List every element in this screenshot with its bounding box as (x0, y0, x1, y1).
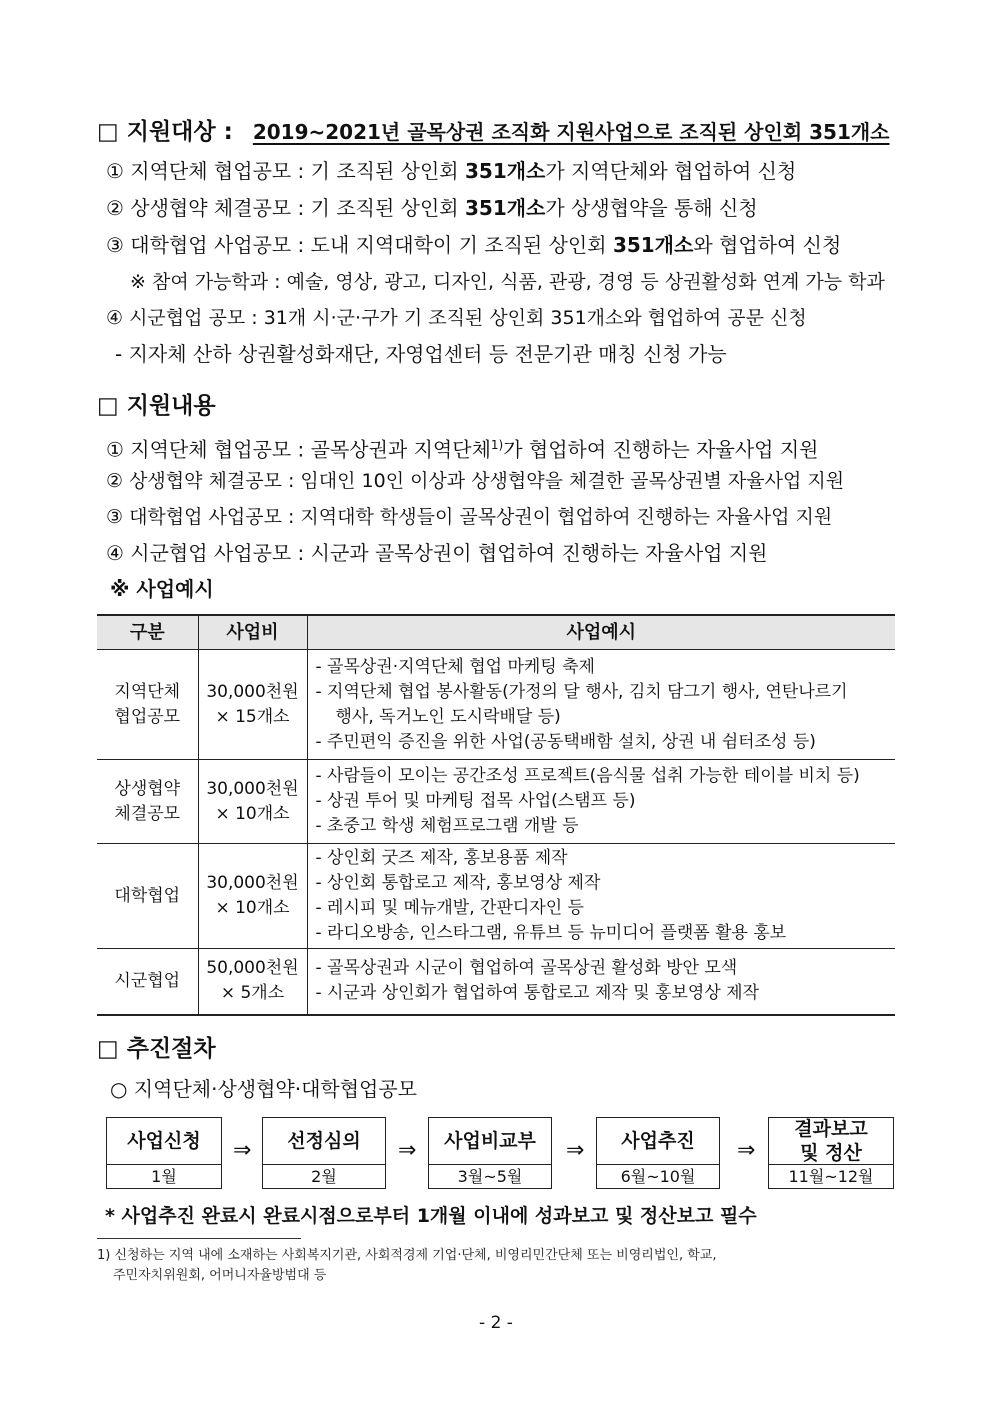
step-box-application: 사업신청 1월 (106, 1117, 222, 1189)
target-item-3: ③ 대학협업 사업공모 : 도내 지역대학이 기 조직된 상인회 351개소와 협업하여 신청 (106, 233, 842, 257)
row-cost: 30,000천원 × 15개소 (198, 650, 307, 760)
content-item-3: ③ 대학협업 사업공모 : 지역대학 학생들이 골목상권이 협업하여 진행하는 자율사업 지원 (106, 506, 833, 528)
table-row (97, 650, 895, 760)
table-row (97, 949, 895, 1015)
table-header-row (97, 615, 895, 650)
header-examples: 사업예시 (307, 615, 895, 650)
step-arrow: ⇒ (398, 1138, 417, 1163)
footnote-line-1: 1) 신청하는 지역 내에 소재하는 사회복지기관, 사회적경제 기업·단체, 비영리민간단체 또는 비영리법인, 학교, (97, 1248, 717, 1263)
target-dash-note: - 지자체 산하 상권활성화재단, 자영업센터 등 전문기관 매칭 신청 가능 (115, 342, 727, 366)
footnote-divider (97, 1238, 301, 1239)
target-item-1: ① 지역단체 협업공모 : 기 조직된 상인회 351개소가 지역단체와 협업하여 신청 (106, 159, 797, 183)
header-cost: 사업비 (198, 615, 307, 650)
footnote-line-2: 주민자치위원회, 어머니자율방범대 등 (113, 1268, 327, 1283)
support-target-summary: 2019~2021년 골목상권 조직화 지원사업으로 조직된 상인회 351개소 (252, 120, 890, 144)
section-support-content: □ 지원내용 (97, 393, 216, 419)
section-support-target (97, 117, 890, 147)
section-procedure: □ 추진절차 (97, 1036, 216, 1062)
content-item-1: ① 지역단체 협업공모 : 골목상권과 지역단체$^{1)}$가 협업하여 진행하는 자율사업 지원 (106, 437, 819, 462)
row-category: 지역단체 협업공모 (97, 650, 198, 760)
content-item-4: ④ 시군협업 사업공모 : 시군과 골목상권이 협업하여 진행하는 자율사업 지원 (106, 541, 768, 565)
procedure-notice: * 사업추진 완료시 완료시점으로부터 1개월 이내에 성과보고 및 정산보고 필수 (105, 1205, 757, 1227)
step-box-review: 선정심의 2월 (262, 1117, 386, 1189)
example-table (97, 614, 895, 1016)
step-box-execution: 사업추진 6월~10월 (596, 1117, 720, 1189)
row-category: 대학협업 (97, 844, 198, 949)
row-examples: - 사람들이 모이는 공간조성 프로젝트(음식물 섭취 가능한 테이블 비치 등) - 상권 투어 및 마케팅 접목 사업(스탬프 등) - 초중고 학생 체험프로그램 개발 등 (307, 760, 895, 844)
row-examples: - 골목상권과 시군이 협업하여 골목상권 활성화 방안 모색 - 시군과 상인회가 협업하여 통합로고 제작 및 홍보영상 제작 (307, 949, 895, 1015)
header-category: 구분 (97, 615, 198, 650)
step-box-grant: 사업비교부 3월~5월 (428, 1117, 552, 1189)
row-category: 상생협약 체결공모 (97, 760, 198, 844)
row-examples: - 상인회 굿즈 제작, 홍보용품 제작 - 상인회 통합로고 제작, 홍보영상 제작 - 레시피 및 메뉴개발, 간판디자인 등 - 라디오방송, 인스타그램, 유튜브 등 뉴미디어 플랫폼 활용 홍보 (307, 844, 895, 949)
step-arrow: ⇒ (233, 1138, 252, 1163)
procedure-subtitle: ○ 지역단체·상생협약·대학협업공모 (110, 1077, 418, 1101)
content-item-2: ② 상생협약 체결공모 : 임대인 10인 이상과 상생협약을 체결한 골목상권별 자율사업 지원 (106, 470, 845, 492)
row-category: 시군협업 (97, 949, 198, 1015)
example-title: ※ 사업예시 (110, 577, 214, 601)
target-note: ※ 참여 가능학과 : 예술, 영상, 광고, 디자인, 식품, 관광, 경영 등 상권활성화 연계 가능 학과 (130, 271, 885, 293)
footnote-ref[interactable]: 1) (490, 438, 504, 452)
page-number: - 2 - (479, 1313, 513, 1333)
step-arrow: ⇒ (566, 1138, 585, 1163)
target-item-2: ② 상생협약 체결공모 : 기 조직된 상인회 351개소가 상생협약을 통해 신청 (106, 196, 758, 220)
section-title: □ 지원대상 : (97, 119, 233, 145)
step-box-report: 결과보고 및 정산 11월~12월 (768, 1117, 894, 1189)
step-arrow: ⇒ (737, 1138, 756, 1163)
row-cost: 50,000천원 × 5개소 (198, 949, 307, 1015)
row-cost: 30,000천원 × 10개소 (198, 844, 307, 949)
row-cost: 30,000천원 × 10개소 (198, 760, 307, 844)
table-row (97, 760, 895, 844)
target-item-4: ④ 시군협업 공모 : 31개 시·군·구가 기 조직된 상인회 351개소와 협업하여 공문 신청 (106, 307, 807, 329)
row-examples: - 골목상권·지역단체 협업 마케팅 축제 - 지역단체 협업 봉사활동(가정의 달 행사, 김치 담그기 행사, 연탄나르기 행사, 독거노인 도시락배달 등) - 주민편익 증진을 위한 사업(공동택배함 설치, 상권 내 쉼터조성 등) (307, 650, 895, 760)
table-row (97, 844, 895, 949)
